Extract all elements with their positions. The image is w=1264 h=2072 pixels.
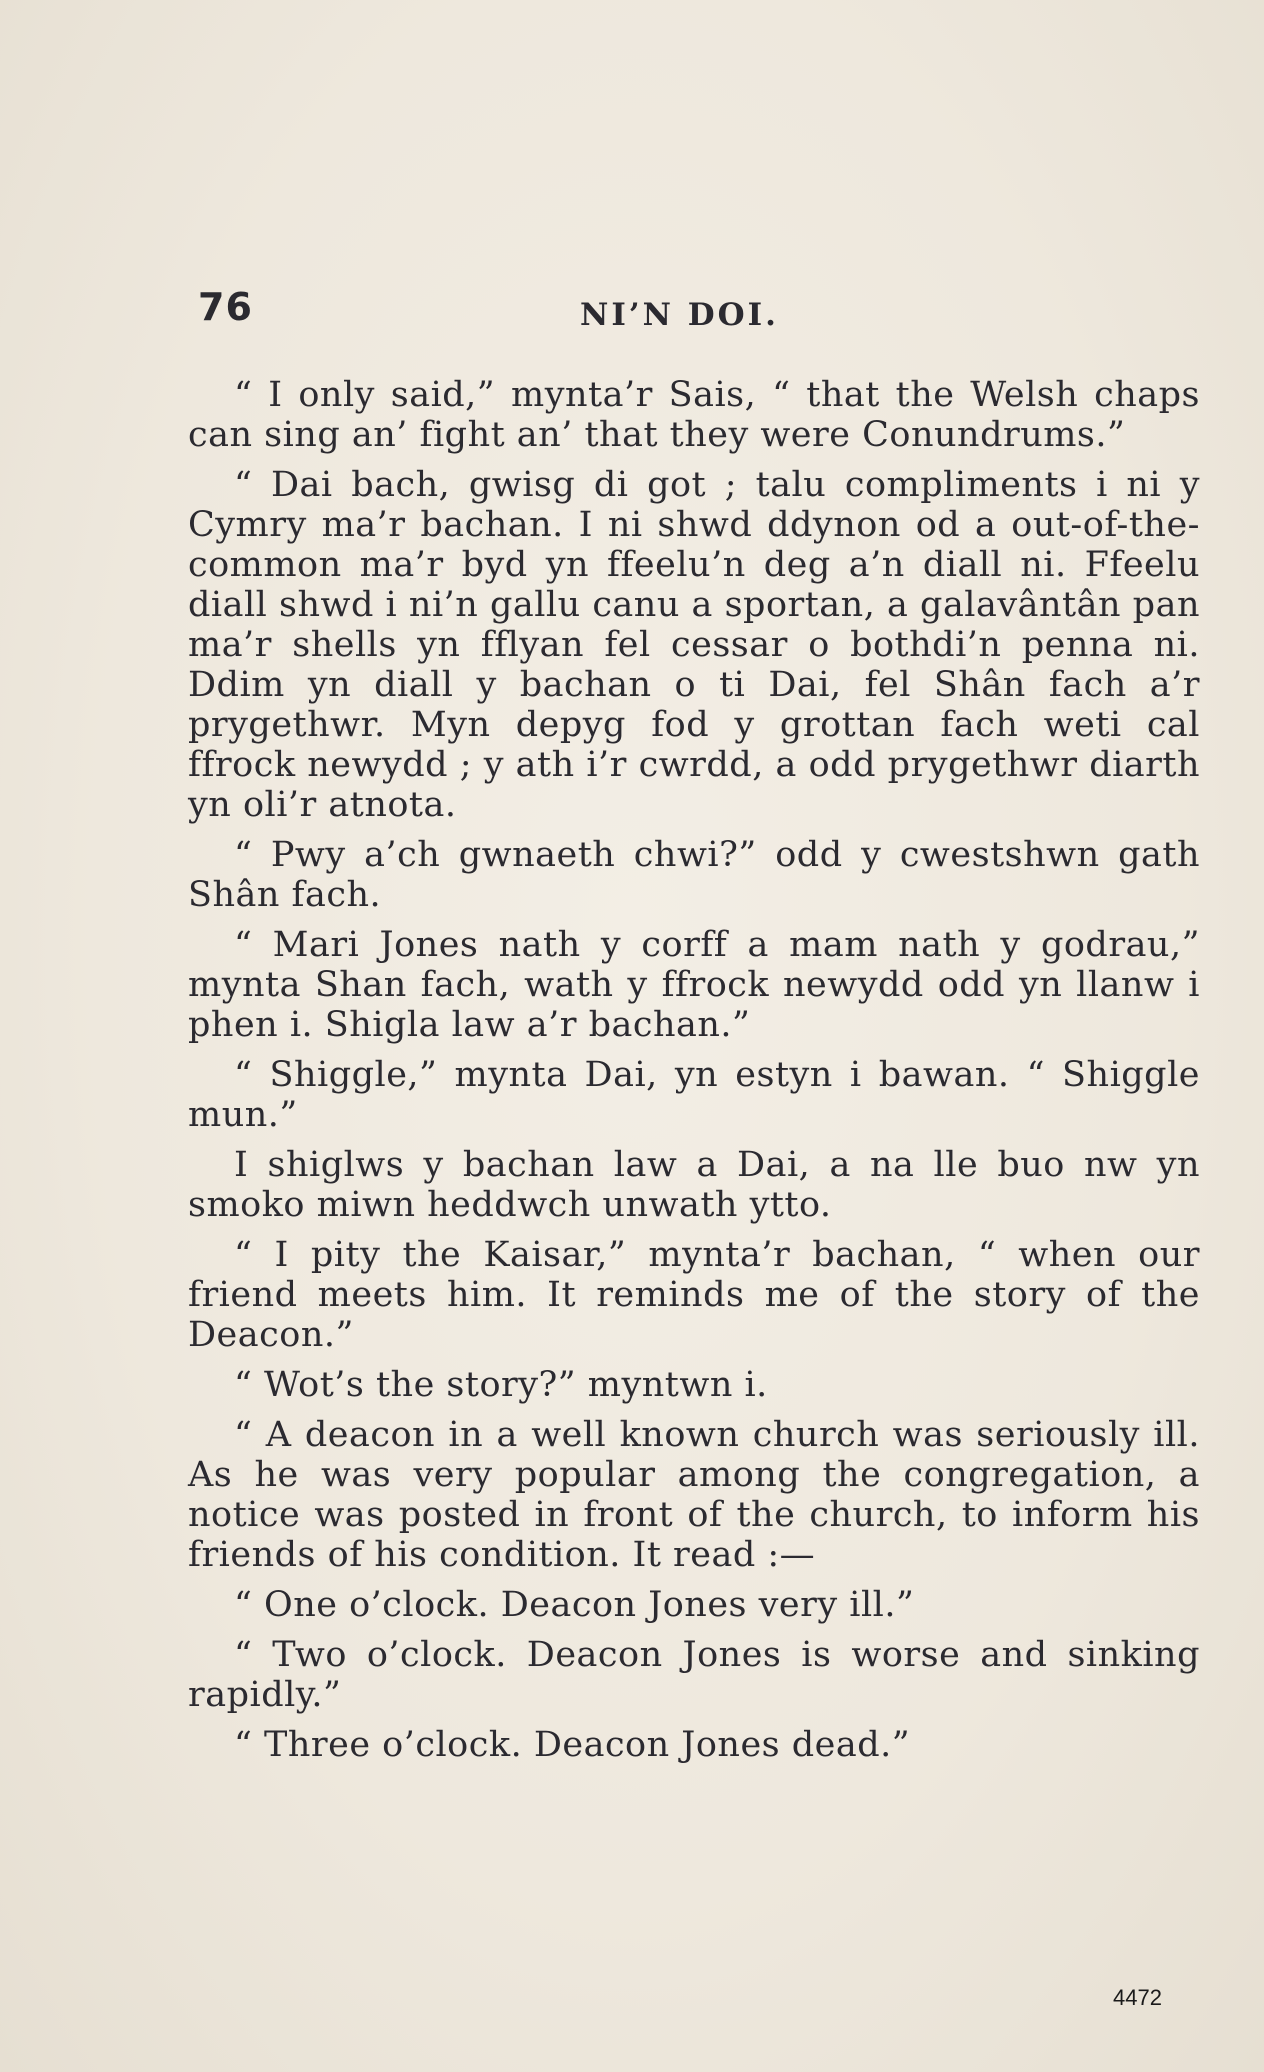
paragraph-3: “ Pwy a’ch gwnaeth chwi?” odd y cwestshwn gath Shân fach. xyxy=(188,835,1200,915)
paragraph-9: “ A deacon in a well known church was seriously ill. As he was very popular among the congregation, a notice was posted in front of the church, to inform his friends of his condition. It read :— xyxy=(188,1415,1200,1575)
paragraph-5: “ Shiggle,” mynta Dai, yn estyn i bawan. “ Shiggle mun.” xyxy=(188,1055,1200,1135)
body-text xyxy=(188,375,1200,1775)
paragraph-10: “ One o’clock. Deacon Jones very ill.” xyxy=(234,1585,915,1625)
paragraph-4: “ Mari Jones nath y corff a mam nath y godrau,” mynta Shan fach, wath y ffrock newydd odd yn llanw i phen i. Shigla law a’r bachan.” xyxy=(188,925,1200,1045)
paragraph-7: “ I pity the Kaisar,” mynta’r bachan, “ when our friend meets him. It reminds me of the story of the Deacon.” xyxy=(188,1235,1200,1355)
paragraph-6: I shiglws y bachan law a Dai, a na lle buo nw yn smoko miwn heddwch unwath ytto. xyxy=(188,1145,1200,1225)
paragraph-12: “ Three o’clock. Deacon Jones dead.” xyxy=(234,1725,911,1765)
catalog-number: 4472 xyxy=(1113,1985,1162,2010)
paragraph-8: “ Wot’s the story?” myntwn i. xyxy=(234,1365,768,1405)
paragraph-11: “ Two o’clock. Deacon Jones is worse and sinking rapidly.” xyxy=(188,1635,1200,1715)
paragraph-1: “ I only said,” mynta’r Sais, “ that the Welsh chaps can sing an’ fight an’ that they were Conundrums.” xyxy=(188,375,1200,455)
running-title: NI’N DOI. xyxy=(580,297,779,333)
paragraph-2: “ Dai bach, gwisg di got ; talu compliments i ni y Cymry ma’r bachan. I ni shwd ddynon od a out-of-the-common ma’r byd yn ffeelu’n deg a’n diall ni. Ffeelu diall shwd i ni’n gallu canu a sportan, a galavântân pan ma’r shells yn fflyan fel cessar o bothdi’n penna ni. Ddim yn diall y bachan o ti Dai, fel Shân fach a’r prygethwr. Myn depyg fod y grottan fach weti cal ffrock newydd ; y ath i’r cwrdd, a odd prygethwr diarth yn oli’r atnota. xyxy=(188,465,1200,825)
page-number: 76 xyxy=(198,285,253,329)
